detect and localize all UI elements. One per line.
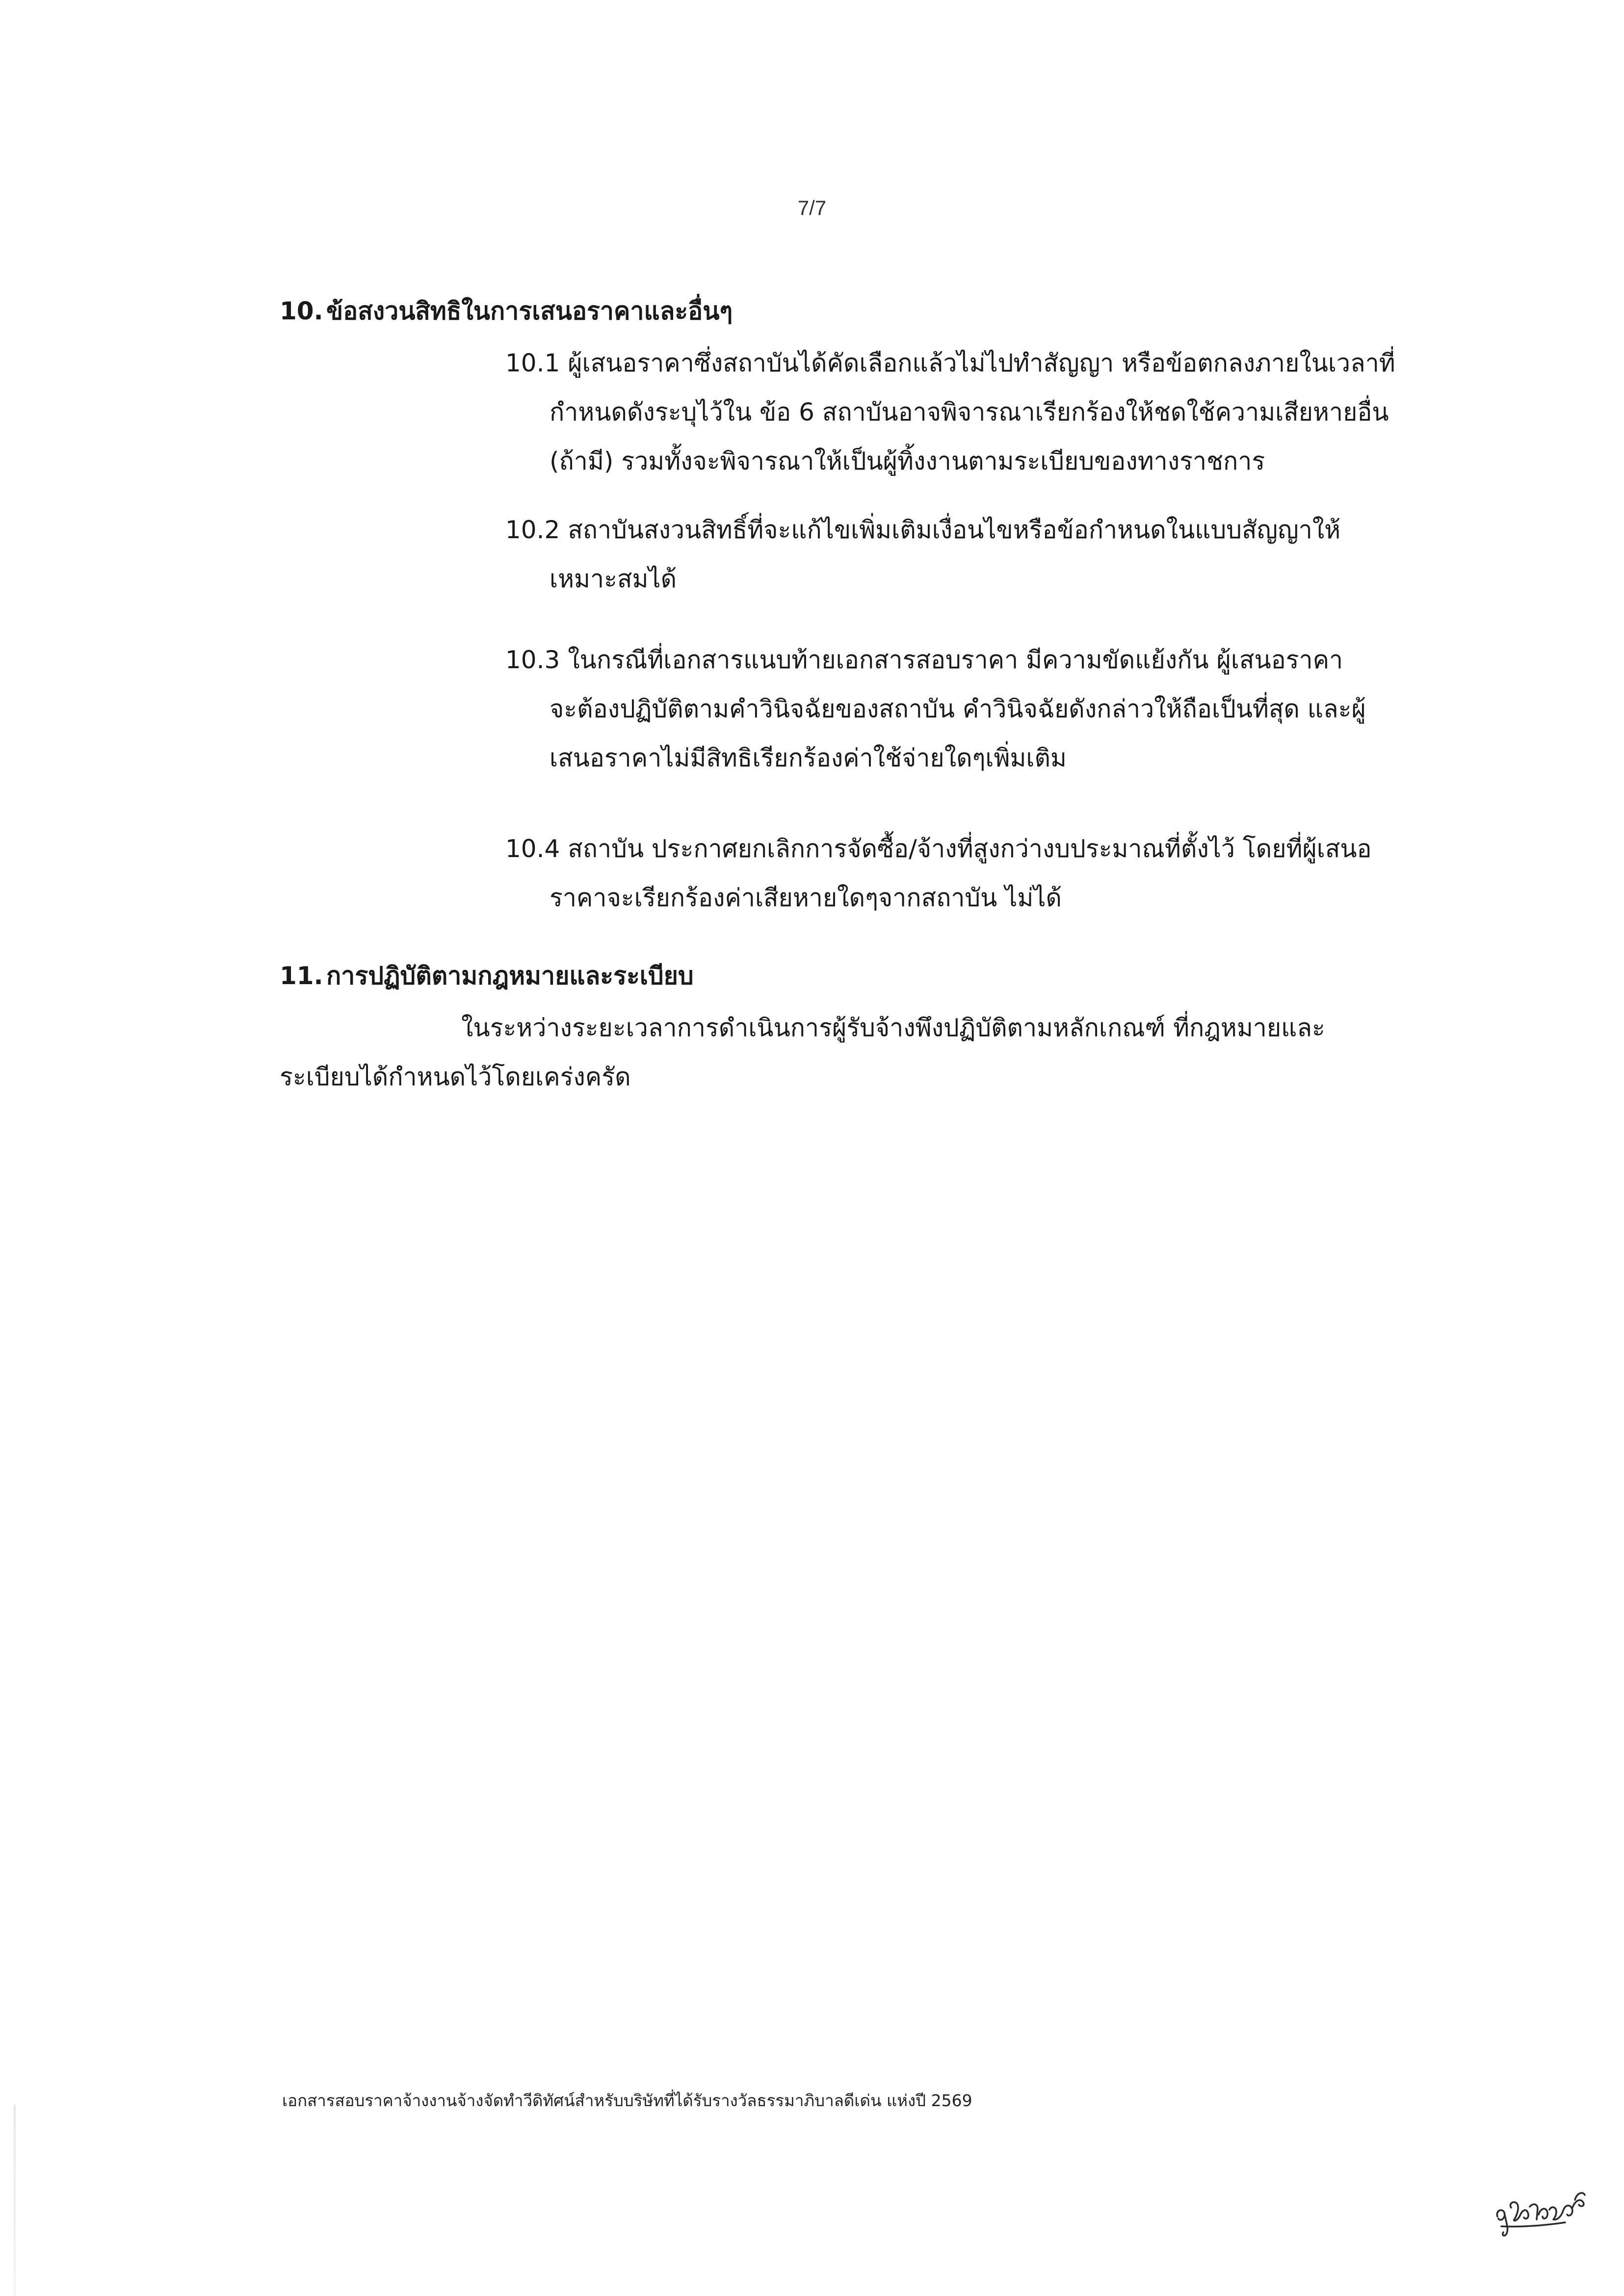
clause-line: ราคาจะเรียกร้องค่าเสียหายใดๆจากสถาบัน ไม่ได้ [550, 884, 1062, 912]
clause-line: (ถ้ามี) รวมทั้งจะพิจารณาให้เป็นผู้ทิ้งงานตามระเบียบของทางราชการ [550, 447, 1265, 475]
clause-line: 10.2 สถาบันสงวนสิทธิ์ที่จะแก้ไขเพิ่มเติมเงื่อนไขหรือข้อกำหนดในแบบสัญญาให้ [505, 516, 1341, 544]
section-11-title: การปฏิบัติตามกฎหมายและระเบียบ [326, 962, 694, 990]
clause-10-1 [505, 339, 1487, 486]
clause-10-2 [505, 505, 1487, 603]
page-number: 7/7 [797, 196, 827, 219]
section-10-heading [280, 292, 733, 331]
handwritten-signature [1492, 2178, 1590, 2242]
clause-line: กำหนดดังระบุไว้ใน ข้อ 6 สถาบันอาจพิจารณาเรียกร้องให้ชดใช้ความเสียหายอื่น [550, 398, 1389, 426]
clause-line: เหมาะสมได้ [550, 565, 677, 593]
body-line: ในระหว่างระยะเวลาการดำเนินการผู้รับจ้างพึงปฏิบัติตามหลักเกณฑ์ ที่กฎหมายและ [461, 1014, 1325, 1042]
section-11-heading [280, 957, 694, 995]
clause-line: เสนอราคาไม่มีสิทธิเรียกร้องค่าใช้จ่ายใดๆเพิ่มเติม [550, 744, 1067, 772]
clause-line: จะต้องปฏิบัติตามคำวินิจฉัยของสถาบัน คำวินิจฉัยดังกล่าวให้ถือเป็นที่สุด และผู้ [550, 695, 1366, 723]
section-11-number: 11. [280, 962, 323, 990]
clause-line: 10.4 สถาบัน ประกาศยกเลิกการจัดซื้อ/จ้างที่สูงกว่างบประมาณที่ตั้งไว้ โดยที่ผู้เสนอ [505, 835, 1372, 863]
section-10-number: 10. [280, 297, 323, 325]
clause-10-3 [505, 635, 1487, 783]
clause-10-4 [505, 824, 1487, 922]
clause-line: 10.3 ในกรณีที่เอกสารแนบท้ายเอกสารสอบราคา มีความขัดแย้งกัน ผู้เสนอราคา [505, 646, 1343, 674]
footer-text: เอกสารสอบราคาจ้างงานจ้างจัดทำวีดิทัศน์สำหรับบริษัทที่ได้รับรางวัลธรรมาภิบาลดีเด่น แห่งปี 2569 [282, 2091, 972, 2110]
section-10-title: ข้อสงวนสิทธิในการเสนอราคาและอื่นๆ [326, 297, 733, 325]
body-line: ระเบียบได้กำหนดไว้โดยเคร่งครัด [280, 1063, 631, 1091]
clause-line: 10.1 ผู้เสนอราคาซึ่งสถาบันได้คัดเลือกแล้วไม่ไปทำสัญญา หรือข้อตกลงภายในเวลาที่ [505, 349, 1395, 377]
scan-edge-mark [14, 2105, 16, 2296]
section-11-body [280, 1003, 1457, 1101]
